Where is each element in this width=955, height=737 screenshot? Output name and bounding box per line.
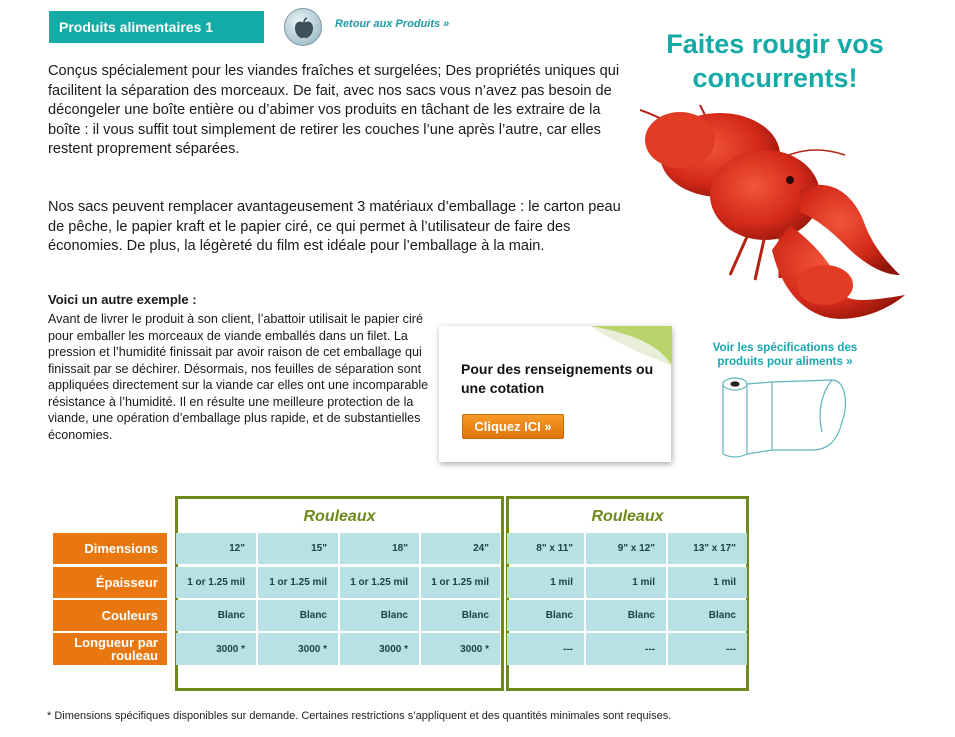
back-to-products-link[interactable]: Retour aux Produits » (335, 18, 450, 30)
table-cell-color: Blanc (668, 600, 747, 631)
click-here-button[interactable]: Cliquez ICI » (462, 414, 564, 439)
table-cell-color: Blanc (421, 600, 500, 631)
table-cell-dimensions: 15" (258, 533, 338, 564)
table-cell-dimensions: 24" (421, 533, 500, 564)
description-paragraph-1: Conçus spécialement pour les viandes fraîches et surgelées; Des propriétés uniques qui facilitent la séparation des morceaux. De fait, avec nos sacs vous n’avez pas besoin de décongeler une boîte entière ou d’abimer vos produits en tâchant de les extraire de la boîte : il vous suffit tout simplement de retirer les couches l’une après l’autre, car elles restent proprement séparées. (48, 63, 620, 157)
table-cell-color: Blanc (586, 600, 666, 631)
table-cell-thickness: 1 mil (668, 567, 747, 598)
table-cell-thickness: 1 or 1.25 mil (421, 567, 500, 598)
row-label-dimensions: Dimensions (53, 533, 167, 564)
table-cell-dimensions: 8" x 11" (507, 533, 584, 564)
table-cell-dimensions: 12" (176, 533, 256, 564)
table-cell-thickness: 1 or 1.25 mil (340, 567, 419, 598)
table-cell-dimensions: 9" x 12" (586, 533, 666, 564)
table-cell-thickness: 1 mil (586, 567, 666, 598)
quote-text: Pour des renseignements ou une cotation (461, 361, 654, 396)
lobster-image (640, 100, 910, 330)
table-cell-color: Blanc (507, 600, 584, 631)
rolls-group-2-title: Rouleaux (591, 508, 664, 525)
table-cell-length: --- (668, 633, 747, 665)
table-cell-length: 3000 * (421, 633, 500, 665)
table-cell-length: --- (507, 633, 584, 665)
table-cell-thickness: 1 mil (507, 567, 584, 598)
table-cell-length: --- (586, 633, 666, 665)
paper-roll-icon (717, 372, 855, 458)
table-cell-thickness: 1 or 1.25 mil (258, 567, 338, 598)
table-cell-length: 3000 * (258, 633, 338, 665)
example-title: Voici un autre exemple : (48, 292, 197, 307)
table-cell-length: 3000 * (176, 633, 256, 665)
rolls-group-1-title: Rouleaux (303, 508, 376, 525)
table-cell-length: 3000 * (340, 633, 419, 665)
table-cell-dimensions: 18" (340, 533, 419, 564)
footnote: * Dimensions spécifiques disponibles sur demande. Certaines restrictions s’appliquent et des quantités minimales sont requises. (47, 710, 672, 722)
row-label-colors: Couleurs (53, 600, 167, 631)
category-tab[interactable]: Produits alimentaires 1 (49, 11, 264, 43)
row-label-length: Longueur par rouleau (53, 633, 167, 665)
table-cell-dimensions: 13" x 17" (668, 533, 747, 564)
description-paragraph-2: Nos sacs peuvent remplacer avantageusement 3 matériaux d’emballage : le carton peau de pêche, le papier kraft et le papier ciré, ce qui permet à l’utilisateur de faire des économies. De plus, la légèreté du film est idéale pour l’emballage à la main. (48, 199, 621, 254)
example-paragraph: Avant de livrer le produit à son client, l’abattoir utilisait le papier ciré pour emballer les morceaux de viande emballés dans un filet. La pression et l’humidité finissait par avoir raison de cet emballage qui finissait par se déchirer. Désormais, nos feuilles de séparation sont appliquées directement sur la viande car elles ont une incomparable résistance à l’humidité. Il en résulte une meilleure protection de la viande, une opération d’emballage plus rapide, et de substantielles économies. (48, 312, 429, 442)
row-label-thickness: Épaisseur (53, 567, 167, 598)
table-cell-color: Blanc (340, 600, 419, 631)
table-cell-color: Blanc (176, 600, 256, 631)
specifications-link[interactable]: Voir les spécifications des produits pour aliments » (712, 341, 858, 368)
apple-icon[interactable] (284, 8, 322, 46)
promo-headline: Faites rougir vos concurrents! (666, 29, 884, 93)
table-cell-thickness: 1 or 1.25 mil (176, 567, 256, 598)
table-cell-color: Blanc (258, 600, 338, 631)
